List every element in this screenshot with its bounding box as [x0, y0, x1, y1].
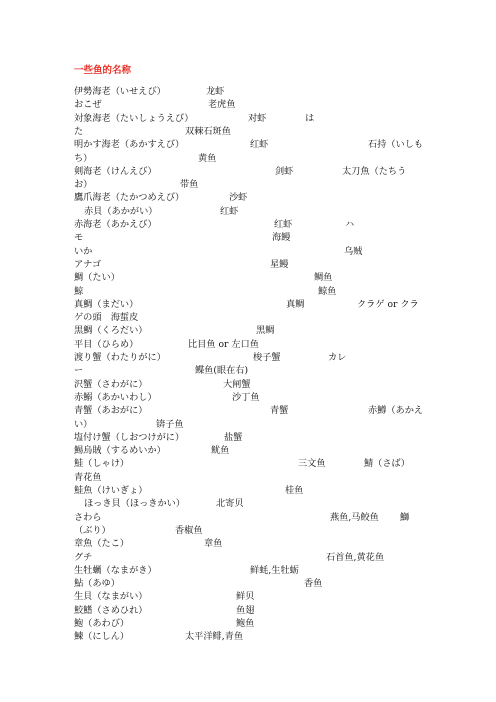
next-entry-start: 鰤 [400, 511, 410, 523]
japanese-name: さわら [74, 511, 102, 523]
chinese-name: 三文鱼 [298, 458, 326, 470]
chinese-name: 盐蟹 [224, 431, 243, 443]
japanese-name: 鰊（にしん） [74, 631, 130, 643]
chinese-name: 真鲷 [286, 298, 305, 310]
next-entry-start: ハ [345, 219, 355, 230]
chinese-name: 青蟹 [270, 405, 289, 417]
japanese-name: 生牡蠣（なまがき） [74, 564, 157, 576]
japanese-name: 鮫鰭（さめひれ） [74, 604, 148, 616]
next-entry-start: 鯖（さば） [364, 458, 410, 470]
japanese-name: 鯛（たい） [74, 272, 120, 284]
japanese-name: 対象海老（たいしょうえび） [74, 112, 194, 124]
list-item [0, 379, 496, 391]
japanese-name: 生貝（なまがい） [74, 591, 148, 603]
japanese-name: モ [74, 232, 84, 244]
chinese-name: 沙丁鱼 [232, 391, 260, 403]
list-item [0, 618, 496, 630]
japanese-name: アナゴ [74, 258, 102, 270]
japanese-name: 赤鰯（あかいわし） [74, 391, 157, 403]
chinese-name: 燕鱼,马鲛鱼 [330, 511, 379, 523]
next-entry-start: 太刀魚（たちう [342, 165, 407, 177]
japanese-name: 伊勢海老（いせえび） [74, 86, 166, 97]
japanese-name: 沢蟹（さわがに） [74, 378, 148, 390]
japanese-name: ち） [74, 152, 93, 164]
list-item [0, 458, 496, 470]
japanese-name: 鯣烏賊（するめいか） [74, 445, 166, 457]
japanese-name: 赤貝（あかがい） [84, 205, 158, 217]
chinese-name: 太平洋鲱,青鱼 [185, 631, 244, 643]
next-entry-start: カレ [328, 352, 347, 363]
list-item [0, 552, 496, 564]
chinese-name: 黑鲷 [256, 325, 275, 337]
chinese-name: 香椒鱼 [175, 524, 203, 536]
chinese-name: 北寄贝 [216, 498, 244, 510]
chinese-name: 沙虾 [229, 192, 248, 204]
chinese-name: 黄鱼 [198, 152, 217, 164]
chinese-name: 乌贼 [344, 245, 363, 257]
next-entry-start: 赤鱒（あかえ [368, 405, 424, 417]
japanese-name: ー [74, 365, 84, 377]
list-item [0, 219, 496, 231]
list-item [0, 312, 496, 324]
chinese-name: 鲍鱼 [236, 618, 255, 629]
list-item [0, 232, 496, 244]
list-item [0, 631, 496, 643]
chinese-name: 鱿鱼 [211, 445, 230, 457]
list-item [0, 166, 496, 178]
list-item [0, 605, 496, 617]
japanese-name: 鮑（あわび） [74, 618, 130, 629]
japanese-name: お） [74, 179, 93, 191]
list-item [0, 538, 496, 550]
list-item [0, 259, 496, 271]
japanese-name: 鮎（あゆ） [74, 578, 120, 590]
chinese-name: 双棘石斑鱼 [185, 125, 231, 137]
list-item [0, 512, 496, 524]
page-title: 一些鱼的名称 [74, 65, 132, 76]
japanese-name: （ぶり） [74, 524, 111, 536]
list-item [0, 286, 496, 298]
chinese-name: 石首鱼,黄花鱼 [326, 551, 385, 563]
list-item [0, 179, 496, 191]
list-item [0, 405, 496, 417]
list-item [0, 339, 496, 351]
chinese-name: 鲜贝 [236, 591, 255, 603]
chinese-name: 大闸蟹 [223, 378, 251, 390]
chinese-name: 锛子鱼 [156, 418, 184, 430]
chinese-name: 剑虾 [275, 165, 294, 177]
list-item [0, 565, 496, 577]
next-entry-start: は [305, 112, 315, 124]
japanese-name: 平目（ひらめ） [74, 338, 139, 350]
list-item [0, 246, 496, 258]
list-item [0, 153, 496, 165]
japanese-name: 赤海老（あかえび） [74, 219, 157, 230]
list-item [0, 126, 496, 138]
list-item [0, 352, 496, 364]
list-item [0, 485, 496, 497]
japanese-name: 鮭魚（けいぎょ） [74, 485, 148, 496]
japanese-name: 渡り蟹（わたりがに） [74, 352, 166, 363]
list-item [0, 472, 496, 484]
japanese-name: 青花鱼 [74, 471, 102, 483]
list-item [0, 272, 496, 284]
chinese-name: 星鳗 [270, 258, 289, 270]
japanese-name: い） [74, 418, 93, 430]
list-item [0, 525, 496, 537]
list-item [0, 325, 496, 337]
japanese-name: 鮭（しゃけ） [74, 458, 130, 470]
japanese-name: 章魚（たこ） [74, 538, 130, 550]
japanese-name: 明かす海老（あかすえび） [74, 139, 185, 151]
japanese-name: 塩付け蟹（しおつけがに） [74, 431, 185, 443]
list-item [0, 86, 496, 98]
japanese-name: 鷹爪海老（たかつめえび） [74, 192, 185, 204]
chinese-name: 龙虾 [206, 86, 225, 97]
list-item [0, 113, 496, 125]
japanese-name: グチ [74, 551, 93, 563]
japanese-name: 鯨 [74, 285, 84, 297]
chinese-name: 鲸鱼 [318, 285, 337, 297]
list-item [0, 365, 496, 377]
chinese-name: 桂鱼 [285, 485, 304, 496]
chinese-name: 香鱼 [304, 578, 323, 590]
list-item [0, 99, 496, 111]
japanese-name: 青蟹（あおがに） [74, 405, 148, 417]
list-item [0, 392, 496, 404]
japanese-name: おこぜ [74, 99, 102, 111]
list-item [0, 445, 496, 457]
chinese-name: 红虾 [220, 205, 239, 217]
chinese-name: 海鳗 [272, 232, 291, 244]
list-item [0, 192, 496, 204]
chinese-name: 比目鱼 or 左口鱼 [188, 338, 259, 350]
japanese-name: 剣海老（けんえび） [74, 165, 157, 177]
list-item [0, 578, 496, 590]
next-entry-start: クラゲ or クラ [357, 298, 419, 310]
japanese-name: 黒鯛（くろだい） [74, 325, 148, 337]
list-item [0, 299, 496, 311]
next-entry-start: 石持（いしも [368, 139, 424, 151]
japanese-name: ほっき貝（ほっきかい） [84, 498, 186, 510]
chinese-name: 鱼翅 [236, 604, 255, 616]
chinese-name: 鲷鱼 [314, 272, 333, 284]
japanese-name: た [74, 125, 84, 137]
list-item [0, 498, 496, 510]
chinese-name: 红虾 [274, 219, 293, 230]
chinese-name: 鲜蚝,生牡蛎 [250, 564, 299, 576]
chinese-name: 老虎鱼 [208, 99, 236, 111]
chinese-name: 红虾 [250, 139, 269, 151]
chinese-name: 鲽鱼(眼在右) [195, 365, 249, 377]
chinese-name: 梭子蟹 [253, 352, 281, 363]
list-item [0, 432, 496, 444]
list-item [0, 591, 496, 603]
chinese-name: 章鱼 [204, 538, 223, 550]
chinese-name: 对虾 [248, 112, 267, 124]
list-item [0, 419, 496, 431]
list-item [0, 139, 496, 151]
japanese-name: 真鯛（まだい） [74, 298, 139, 310]
chinese-name: 带鱼 [180, 179, 199, 191]
japanese-name: いか [74, 245, 93, 257]
list-item [0, 206, 496, 218]
japanese-name: ゲの頭 海蜇皮 [74, 312, 139, 324]
